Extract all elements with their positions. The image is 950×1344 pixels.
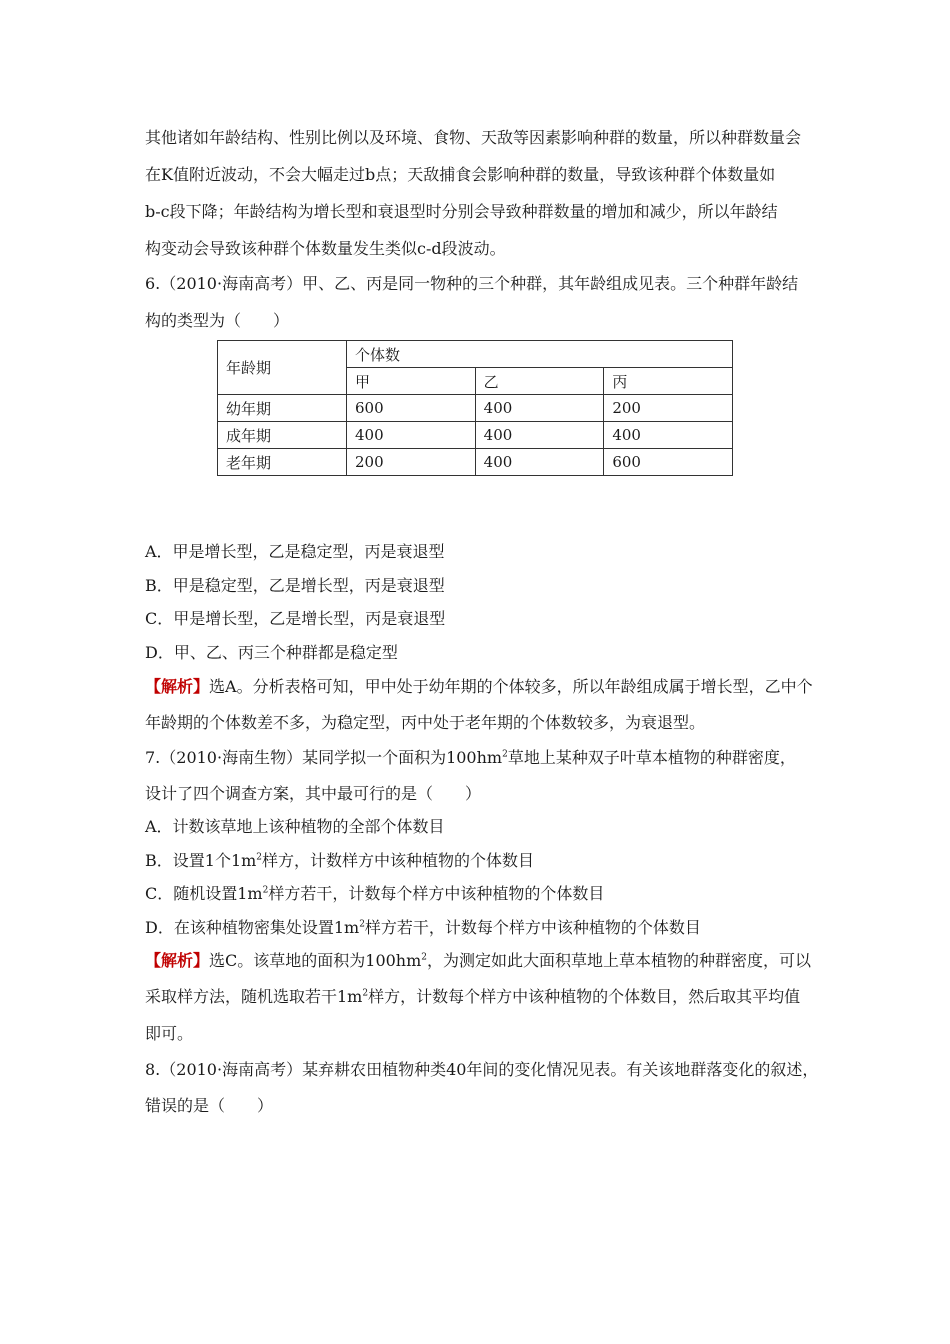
row-label: 成年期 bbox=[218, 422, 347, 449]
analysis-text: 采取样方法，随机选取若干$1m^2$样方，计数每个样方中该种植物的个体数目，然后取其平均值 bbox=[145, 987, 801, 1006]
question-stem: 设计了四个调查方案，其中最可行的是（ ） bbox=[145, 784, 482, 803]
question-stem: 7.（2010·海南生物）某同学拟一个面积为$100hm^2$草地上某种双子叶草本植物的种群密度， bbox=[145, 748, 796, 767]
table-cell: 400 bbox=[347, 422, 476, 449]
answer-analysis: 【解析】选C。该草地的面积为$100hm^2$，为测定如此大面积草地上草本植物的种群密度，可以 bbox=[145, 951, 812, 970]
table-cell: 200 bbox=[347, 449, 476, 476]
table-cell: 600 bbox=[604, 449, 733, 476]
option-a: A．计数该草地上该种植物的全部个体数目 bbox=[145, 817, 445, 836]
question-stem: 构的类型为（ ） bbox=[145, 311, 290, 330]
option-c: C．甲是增长型，乙是增长型，丙是衰退型 bbox=[145, 609, 446, 628]
table-cell: 600 bbox=[347, 395, 476, 422]
option-b: B．设置1个$1m^2$样方，计数样方中该种植物的个体数目 bbox=[145, 851, 535, 870]
table-row bbox=[218, 449, 733, 476]
text-line: 构变动会导致该种群个体数量发生类似c-d段波动。 bbox=[145, 239, 506, 258]
table-cell: 200 bbox=[604, 395, 733, 422]
option-c: C．随机设置$1m^2$样方若干，计数每个样方中该种植物的个体数目 bbox=[145, 884, 605, 903]
text-line: 其他诸如年龄结构、性别比例以及环境、食物、天敌等因素影响种群的数量，所以种群数量会 bbox=[145, 128, 802, 147]
option-d: D．在该种植物密集处设置$1m^2$样方若干，计数每个样方中该种植物的个体数目 bbox=[145, 918, 701, 937]
row-label: 幼年期 bbox=[218, 395, 347, 422]
table-cell: 400 bbox=[475, 395, 604, 422]
col-header: 甲 bbox=[347, 368, 476, 395]
table-row bbox=[218, 395, 733, 422]
age-structure-table bbox=[217, 340, 733, 476]
analysis-text: 选A。分析表格可知，甲中处于幼年期的个体较多，所以年龄组成属于增长型，乙中个 bbox=[209, 677, 813, 696]
option-b: B．甲是稳定型，乙是增长型，丙是衰退型 bbox=[145, 576, 445, 595]
question-stem: 8.（2010·海南高考）某弃耕农田植物种类40年间的变化情况见表。有关该地群落变化的叙述， bbox=[145, 1060, 819, 1079]
header-age-period: 年龄期 bbox=[218, 341, 347, 395]
option-d: D．甲、乙、丙三个种群都是稳定型 bbox=[145, 643, 398, 662]
table-row bbox=[218, 422, 733, 449]
table-cell: 400 bbox=[475, 422, 604, 449]
text-line: b-c段下降；年龄结构为增长型和衰退型时分别会导致种群数量的增加和减少，所以年龄结 bbox=[145, 202, 778, 221]
col-header: 丙 bbox=[604, 368, 733, 395]
analysis-tag: 【解析】 bbox=[145, 951, 210, 970]
row-label: 老年期 bbox=[218, 449, 347, 476]
table-cell: 400 bbox=[604, 422, 733, 449]
analysis-text: 年龄期的个体数差不多，为稳定型，丙中处于老年期的个体数较多，为衰退型。 bbox=[145, 713, 706, 732]
col-header: 乙 bbox=[475, 368, 604, 395]
header-individual-count: 个体数 bbox=[347, 341, 733, 368]
question-stem: 6.（2010·海南高考）甲、乙、丙是同一物种的三个种群，其年龄组成见表。三个种群年龄结 bbox=[145, 274, 799, 293]
question-stem: 错误的是（ ） bbox=[145, 1096, 274, 1115]
analysis-text: 即可。 bbox=[145, 1024, 194, 1043]
table-cell: 400 bbox=[475, 449, 604, 476]
option-a: A．甲是增长型，乙是稳定型，丙是衰退型 bbox=[145, 542, 445, 561]
analysis-tag: 【解析】 bbox=[145, 677, 210, 696]
answer-analysis bbox=[145, 677, 813, 697]
text-line: 在K值附近波动，不会大幅走过b点；天敌捕食会影响种群的数量，导致该种群个体数量如 bbox=[145, 165, 776, 184]
